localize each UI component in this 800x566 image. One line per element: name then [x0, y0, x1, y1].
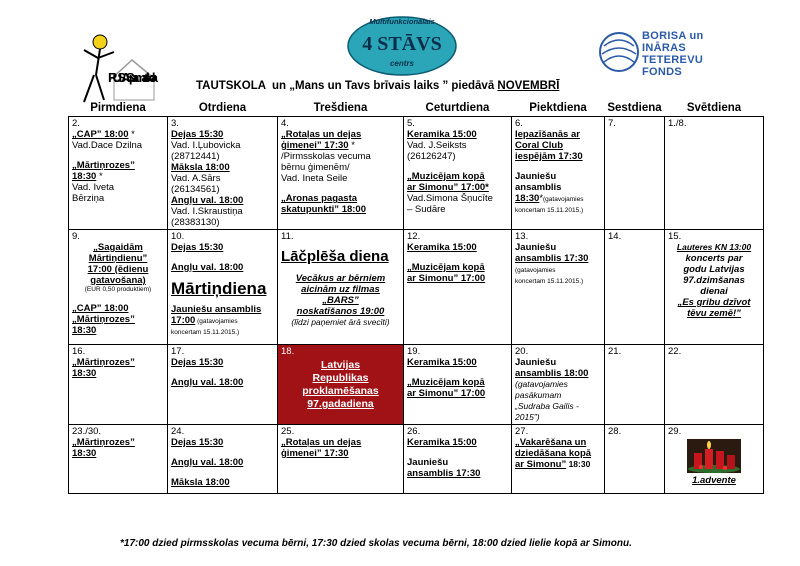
- event-text: 18:30: [566, 459, 591, 469]
- event-text: *: [539, 193, 544, 204]
- day-number: 11.: [281, 231, 294, 242]
- day-number: 2.: [72, 118, 80, 129]
- logo-right-line2: INĀRAS: [642, 42, 686, 54]
- event-text: aicinām uz filmas: [301, 284, 380, 295]
- event-note: (gatavojamies: [195, 318, 238, 325]
- day-number: 4.: [281, 118, 289, 129]
- calendar-week-row: [69, 117, 764, 230]
- event-note: koncertam 15.11.2015.): [515, 207, 584, 214]
- holiday-text: proklamēšanas: [302, 385, 379, 397]
- day-number: 16.: [72, 346, 86, 357]
- weekday-header: Trešdiena: [313, 102, 368, 114]
- event-text: Vad. I.Skraustiņa: [171, 206, 243, 217]
- event-text: Keramika 15:00: [407, 357, 477, 368]
- event-text: Māksla 18:00: [171, 162, 230, 173]
- event-text: Vecākus ar bērniem: [295, 273, 386, 284]
- weekday-header: Ceturtdiena: [425, 102, 490, 114]
- day-cell: [665, 117, 764, 230]
- event-text: Jauniešu: [515, 242, 557, 253]
- calendar-week-row: [69, 345, 764, 425]
- calendar-table: [68, 100, 764, 494]
- day-cell: [168, 345, 278, 425]
- event-text: noskatīšanos 19:00: [296, 306, 385, 317]
- event-text: Iepazīšanās ar: [515, 129, 580, 140]
- event-text: „Muzicējam kopā: [407, 262, 485, 273]
- event-text: Angļu val. 18:00: [171, 262, 244, 273]
- day-cell: [605, 230, 665, 345]
- event-text: Vad.Simona Šņucīte: [407, 193, 493, 204]
- day-cell: [278, 230, 404, 345]
- event-text: 97.dzimšanas: [683, 275, 745, 286]
- event-note: 2015”): [515, 412, 540, 422]
- event-text: Vad. J.Seiksts: [407, 140, 467, 151]
- day-number: 15.: [668, 231, 682, 242]
- event-text: *: [128, 129, 135, 140]
- day-cell: [512, 425, 605, 494]
- event-text: ar Simonu”: [515, 459, 567, 470]
- event-text: (28712441): [171, 151, 220, 162]
- day-number: 25.: [281, 426, 295, 437]
- event-text: tēvu zemē!”: [687, 308, 741, 319]
- event-text: (28383130): [171, 217, 220, 228]
- event-text: godu Latvijas: [683, 264, 745, 275]
- day-number: 6.: [515, 118, 523, 129]
- event-text: „Mārtiņrozes”: [72, 357, 135, 368]
- event-text: „Mārtiņrozes”: [72, 160, 135, 171]
- event-text: „CAP” 18:00: [72, 303, 129, 314]
- martindiena-heading: Mārtiņdiena: [171, 279, 267, 298]
- event-text: Vad. I.Ļubovicka: [171, 140, 241, 151]
- event-text: „Rotaļas un dejas: [281, 437, 362, 448]
- calendar-week-row: [69, 230, 764, 345]
- day-cell: [404, 345, 512, 425]
- event-text: ansamblis 17:30: [515, 253, 589, 264]
- event-note: koncertam 15.11.2015.): [171, 329, 240, 336]
- day-number: 29.: [668, 426, 682, 437]
- event-text: Vad.Dace Dzilna: [72, 140, 143, 151]
- holiday-text: Latvijas: [320, 359, 361, 371]
- event-text: Jauniešu ansamblis: [171, 304, 262, 315]
- event-text: 18:30: [72, 448, 97, 459]
- event-note: (gatavojamies: [515, 267, 556, 274]
- day-number: 17.: [171, 346, 185, 357]
- event-text: gatavošana): [90, 275, 146, 286]
- title-main: TAUTSKOLA un „Mans un Tavs brīvais laiks ” piedāvā: [196, 80, 498, 92]
- event-text: „Vakarēšana un: [515, 437, 587, 448]
- event-text: Dejas 15:30: [171, 242, 224, 253]
- event-text: Bērziņa: [72, 193, 105, 204]
- event-text: 18:30: [72, 368, 97, 379]
- event-text: Keramika 15:00: [407, 242, 477, 253]
- event-text: ansamblis 18:00: [515, 368, 589, 379]
- event-text: Mārtiņdienu”: [88, 253, 148, 264]
- event-text: Coral Club: [515, 140, 564, 151]
- event-text: (26126247): [407, 151, 456, 162]
- holiday-cell: [278, 345, 404, 425]
- day-number: 23./30.: [72, 426, 102, 437]
- event-text: „CAP” 18:00: [72, 129, 129, 140]
- day-cell: [404, 230, 512, 345]
- logo-right-line4: FONDS: [642, 66, 682, 78]
- event-text: Vad. Ineta Seile: [281, 173, 348, 184]
- day-cell: [69, 117, 168, 230]
- day-number: 21.: [608, 346, 622, 357]
- logo-center-top-text: Multifunkcionālais: [369, 17, 435, 26]
- day-number: 19.: [407, 346, 421, 357]
- event-note: (gatavojamies: [515, 379, 568, 389]
- event-text: /Pirmsskolas vecuma: [281, 151, 371, 162]
- event-note: (gatavojamies: [543, 196, 584, 203]
- event-text: ar Simonu” 17:00*: [407, 182, 489, 193]
- event-text: (26134561): [171, 184, 220, 195]
- day-number: 5.: [407, 118, 415, 129]
- day-number: 9.: [72, 231, 80, 242]
- day-number: 14.: [608, 231, 622, 242]
- title-month: NOVEMBRĪ: [497, 80, 560, 92]
- event-text: bērnu ģimenēm/: [281, 162, 350, 173]
- event-text: Dejas 15:30: [171, 129, 224, 140]
- event-text: ar Simonu” 17:00: [407, 388, 486, 399]
- day-cell: [404, 117, 512, 230]
- holiday-text: 97.gadadiena: [307, 398, 374, 410]
- rusas-logo-text: RUSAS pamatskola: [108, 70, 158, 85]
- event-text: „BARS”: [322, 295, 359, 306]
- lacplesa-diena-heading: Lāčplēša diena: [281, 248, 389, 265]
- event-text: „Mārtiņrozes”: [72, 314, 135, 325]
- weekday-header: Otrdiena: [198, 102, 247, 114]
- advent-label: 1.advente: [692, 475, 736, 486]
- event-text: Jauniešu: [515, 171, 557, 182]
- day-number: 20.: [515, 346, 529, 357]
- day-number: 1./8.: [668, 118, 687, 129]
- teterevu-fonds-logo: [598, 28, 738, 80]
- event-text: „Aronas pagasta: [281, 193, 358, 204]
- event-text: Vad. A.Sārs: [171, 173, 221, 184]
- day-cell: [404, 425, 512, 494]
- day-number: 13.: [515, 231, 529, 242]
- day-cell: [69, 230, 168, 345]
- event-text: ansamblis: [515, 182, 562, 193]
- event-text: – Sudāre: [407, 204, 446, 215]
- day-cell: [168, 230, 278, 345]
- event-text: Dejas 15:30: [171, 437, 224, 448]
- event-text: 18:30: [72, 171, 97, 182]
- event-text: Keramika 15:00: [407, 437, 477, 448]
- event-text: *: [348, 140, 355, 151]
- day-cell: [605, 117, 665, 230]
- day-number: 12.: [407, 231, 421, 242]
- event-text: „Sagaidām: [93, 242, 143, 253]
- day-cell: [605, 425, 665, 494]
- event-text: Angļu val. 18:00: [171, 195, 244, 206]
- event-text: dziedāšana kopā: [515, 448, 592, 459]
- day-cell: [665, 230, 764, 345]
- event-text: Angļu val. 18:00: [171, 457, 244, 468]
- day-number: 18.: [281, 346, 295, 357]
- event-text: Māksla 18:00: [171, 477, 230, 488]
- day-number: 28.: [608, 426, 622, 437]
- event-text: 18:30: [72, 325, 97, 336]
- event-text: Jauniešu: [407, 457, 449, 468]
- day-number: 3.: [171, 118, 179, 129]
- event-text: Angļu val. 18:00: [171, 377, 244, 388]
- day-cell: [168, 425, 278, 494]
- weekday-header: Pirmdiena: [90, 102, 146, 114]
- event-text: dienai: [700, 286, 728, 297]
- calendar-week-row: [69, 425, 764, 494]
- day-cell: [69, 345, 168, 425]
- event-text: Keramika 15:00: [407, 129, 477, 140]
- day-cell: [512, 345, 605, 425]
- weekday-header-row: [69, 100, 764, 117]
- event-text: 18:30: [515, 193, 540, 204]
- footnote: *17:00 dzied pirmsskolas vecuma bērni, 17:30 dzied skolas vecuma bērni, 18:00 dzied lielie kopā ar Simonu.: [120, 538, 632, 549]
- day-cell: [512, 117, 605, 230]
- day-cell: [278, 425, 404, 494]
- event-text: „Muzicējam kopā: [407, 377, 485, 388]
- event-note: koncertam 15.11.2015.): [515, 278, 584, 285]
- event-text: Jauniešu: [515, 357, 557, 368]
- page-title: [196, 80, 559, 92]
- weekday-header: Svētdiena: [686, 102, 742, 114]
- day-number: 7.: [608, 118, 616, 129]
- event-text: „Es gribu dzīvot: [677, 297, 751, 308]
- event-note: „Sudraba Gailis -: [515, 401, 579, 411]
- day-cell: [69, 425, 168, 494]
- four-stavs-logo: [344, 12, 460, 76]
- day-cell: [665, 345, 764, 425]
- rusas-school-logo: [70, 30, 160, 105]
- event-text: Dejas 15:30: [171, 357, 224, 368]
- day-cell: [605, 345, 665, 425]
- event-note: (līdzi paņemiet ārā svecīti): [291, 317, 390, 327]
- event-text: Vad. Iveta: [72, 182, 115, 193]
- event-text: koncerts par: [685, 253, 743, 264]
- event-note: pasākumam: [515, 390, 562, 400]
- event-text: „Rotaļas un dejas: [281, 129, 362, 140]
- event-text: ģimenei” 17:30: [281, 448, 349, 459]
- event-text: ar Simonu” 17:00: [407, 273, 486, 284]
- logo-right-line1: BORISA un: [642, 30, 704, 42]
- day-number: 22.: [668, 346, 682, 357]
- event-text: skatupunkti” 18:00: [281, 204, 366, 215]
- day-number: 10.: [171, 231, 185, 242]
- day-cell: [665, 425, 764, 494]
- logo-center-bottom-text: centrs: [389, 59, 415, 68]
- event-text: ģimenei” 17:30: [281, 140, 349, 151]
- advent-candles-icon: [687, 439, 741, 473]
- event-text: 17:00: [171, 315, 196, 326]
- event-text: *: [96, 171, 103, 182]
- day-number: 24.: [171, 426, 185, 437]
- weekday-header: Sestdiena: [607, 102, 662, 114]
- event-text: „Mārtiņrozes”: [72, 437, 135, 448]
- event-text: 17:00 (ēdienu: [87, 264, 149, 275]
- event-text: ansamblis 17:30: [407, 468, 481, 479]
- event-text: Lauteres KN 13:00: [676, 242, 752, 252]
- day-cell: [168, 117, 278, 230]
- logo-right-line3: TETEREVU: [642, 54, 704, 66]
- day-number: 27.: [515, 426, 529, 437]
- event-note: (EUR 0,50 produktiem): [84, 286, 152, 293]
- logo-center-main-text: 4 STĀVS: [362, 33, 442, 55]
- weekday-header: Piektdiena: [529, 102, 587, 114]
- day-cell: [278, 117, 404, 230]
- day-cell: [512, 230, 605, 345]
- event-text: „Muzicējam kopā: [407, 171, 485, 182]
- day-number: 26.: [407, 426, 421, 437]
- holiday-text: Republikas: [312, 372, 369, 384]
- event-text: iespējām 17:30: [515, 151, 583, 162]
